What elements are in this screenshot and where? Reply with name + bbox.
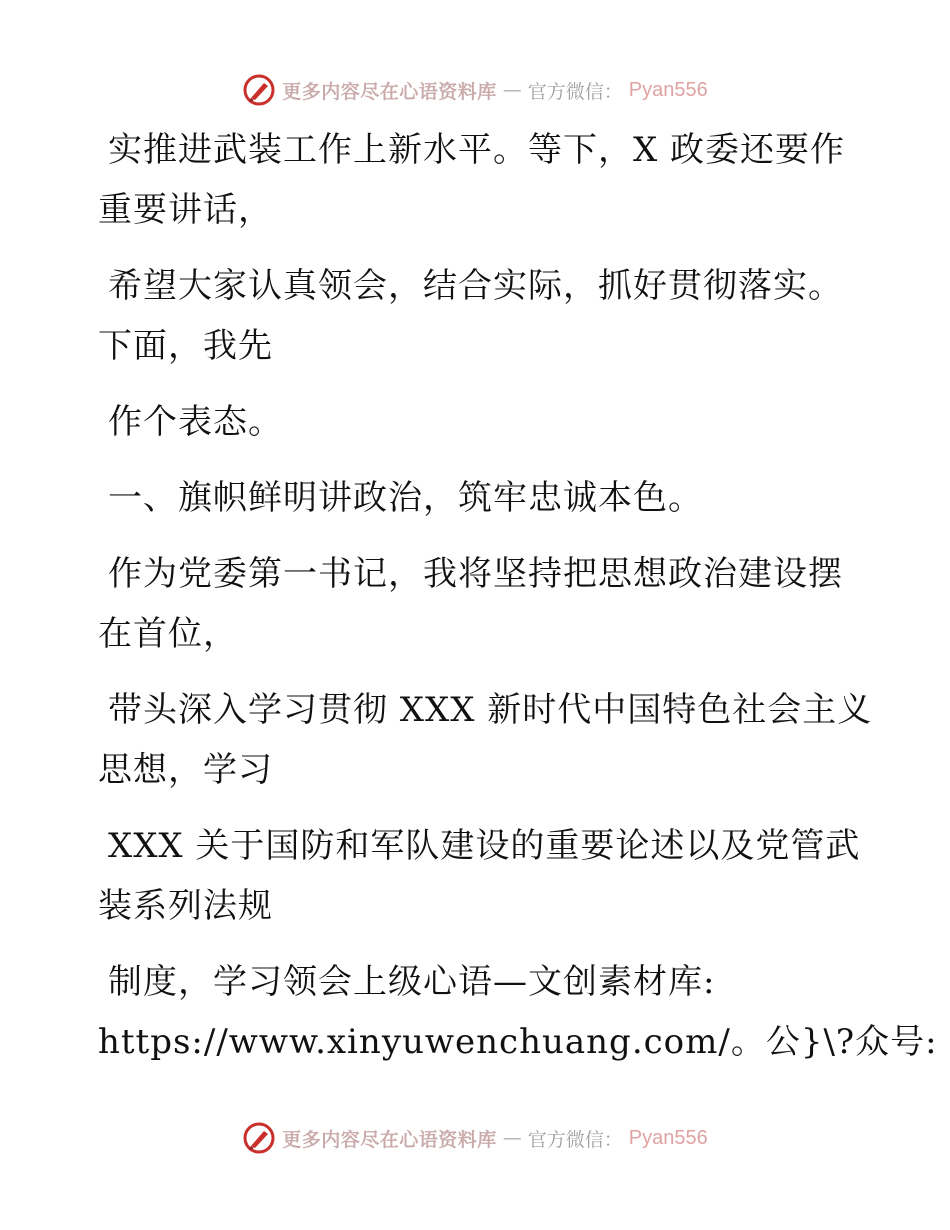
text-line: 实推进武装工作上新水平。等下，X 政委还要作 [108, 130, 846, 170]
watermark-site-label: 更多内容尽在心语资料库 [282, 1128, 497, 1151]
text-line: 装系列法规 [98, 886, 273, 926]
text-line: 在首位， [98, 614, 238, 654]
text-line: 作个表态。 [108, 402, 283, 442]
watermark-contact-label: 官方微信： [527, 1128, 623, 1151]
text-line: 希望大家认真领会，结合实际，抓好贯彻落实。 [108, 266, 843, 306]
text-line: XXX 关于国防和军队建设的重要论述以及党管武 [108, 826, 861, 866]
text-line: 思想，学习 [98, 750, 273, 790]
text-line: 作为党委第一书记，我将坚持把思想政治建设摆 [108, 554, 843, 594]
watermark-site-label: 更多内容尽在心语资料库 [282, 80, 497, 103]
watermark-dash: — [502, 79, 522, 101]
text-line: 制度，学习领会上级心语—文创素材库: [108, 962, 716, 1002]
header-watermark [0, 70, 950, 110]
section-heading: 一、旗帜鲜明讲政治，筑牢忠诚本色。 [108, 478, 703, 518]
url-line: https://www.xinyuwenchuang.com/。公}\?众号: [98, 1022, 938, 1062]
watermark-wechat-id: Pyan556 [628, 1126, 708, 1149]
document-body [98, 120, 938, 1072]
footer-watermark [0, 1118, 950, 1158]
watermark-contact-label: 官方微信： [527, 80, 623, 103]
text-line: 下面，我先 [98, 326, 273, 366]
watermark-wechat-id: Pyan556 [628, 78, 708, 101]
text-line: 带头深入学习贯彻 XXX 新时代中国特色社会主义 [108, 690, 873, 730]
pen-logo-icon [242, 1121, 276, 1155]
text-line: 重要讲话， [98, 190, 273, 230]
watermark-dash: — [502, 1127, 522, 1149]
pen-logo-icon [242, 73, 276, 107]
